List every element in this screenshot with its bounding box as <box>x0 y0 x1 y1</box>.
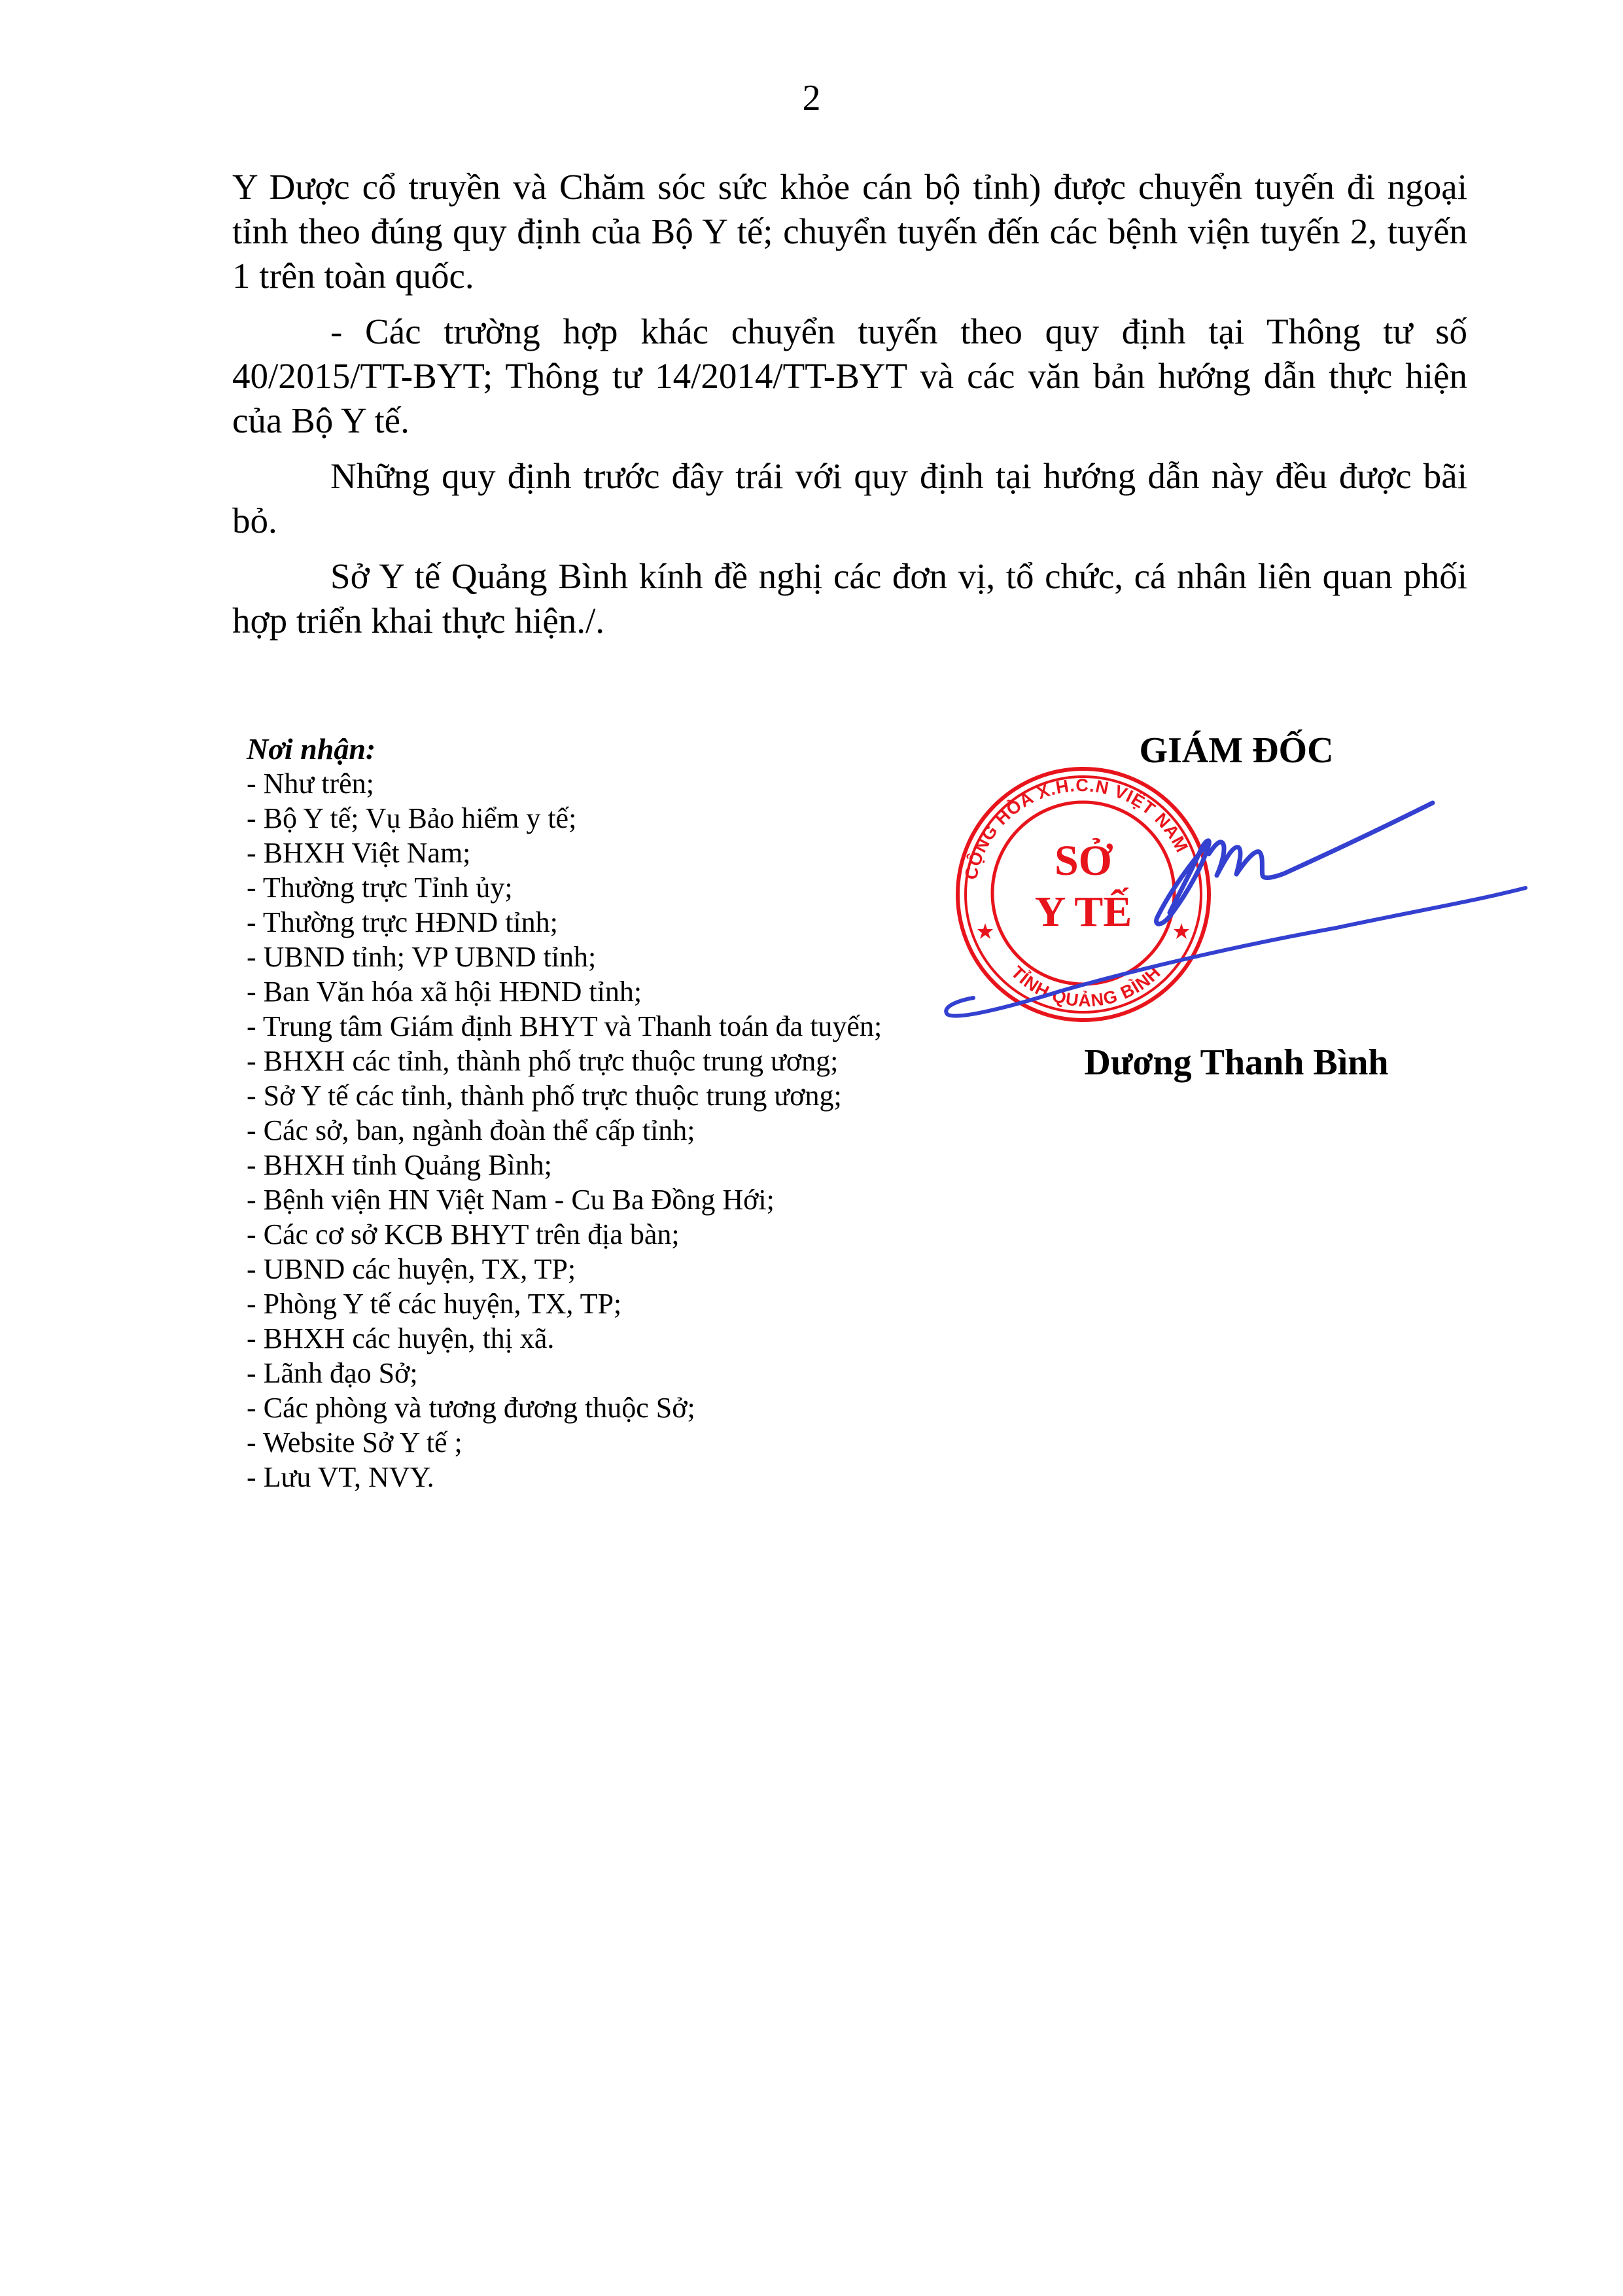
seal-center-line2: Y TẾ <box>1034 888 1132 936</box>
seal-middle-ring <box>966 777 1201 1012</box>
paragraph-request: Sở Y tế Quảng Bình kính đề nghị các đơn vị, tổ chức, cá nhân liên quan phối hợp triển khai thực hiện./. <box>232 556 1467 641</box>
official-seal <box>958 769 1209 1020</box>
recipient-item: - BHXH các huyện, thị xã. <box>247 1322 555 1354</box>
page-number: 2 <box>802 78 821 118</box>
recipient-item: - Phòng Y tế các huyện, TX, TP; <box>247 1288 622 1320</box>
recipient-item: - Website Sở Y tế ; <box>247 1426 462 1458</box>
paragraph-referral-continuation: Y Dược cổ truyền và Chăm sóc sức khỏe cán bộ tỉnh) được chuyển tuyến đi ngoại tỉnh theo đúng quy định của Bộ Y tế; chuyển tuyến đến các bệnh viện tuyến 2, tuyến 1 trên toàn quốc. <box>232 167 1467 296</box>
signer-name: Dương Thanh Bình <box>1084 1042 1389 1083</box>
paragraph-repeal: Những quy định trước đây trái với quy định tại hướng dẫn này đều được bãi bỏ. <box>232 456 1467 540</box>
seal-center-line1: SỞ <box>1054 837 1113 885</box>
paragraph-other-cases: - Các trường hợp khác chuyển tuyến theo quy định tại Thông tư số 40/2015/TT-BYT; Thông tư 14/2014/TT-BYT và các văn bản hướng dẫn thực hiện của Bộ Y tế. <box>232 311 1467 440</box>
recipient-item: - Thường trực HĐND tỉnh; <box>247 906 558 938</box>
recipient-item: - UBND các huyện, TX, TP; <box>247 1253 576 1285</box>
recipient-item: - Lãnh đạo Sở; <box>247 1357 418 1389</box>
recipient-item: - Sở Y tế các tỉnh, thành phố trực thuộc trung ương; <box>247 1080 842 1112</box>
signature-underline-stroke <box>946 888 1526 1016</box>
seal-outer-ring <box>958 769 1209 1020</box>
recipient-item: - Lưu VT, NVY. <box>247 1461 434 1493</box>
body-text <box>232 165 1467 654</box>
seal-star-right-icon <box>1174 923 1189 939</box>
recipient-item: - Các phòng và tương đương thuộc Sở; <box>247 1392 695 1424</box>
recipient-item: - BHXH các tỉnh, thành phố trực thuộc trung ương; <box>247 1045 839 1077</box>
recipients-heading: Nơi nhận: <box>247 732 376 766</box>
recipient-item: - Thường trực Tỉnh ủy; <box>247 872 513 904</box>
recipient-item: - BHXH Việt Nam; <box>247 837 471 869</box>
recipient-item: - Bộ Y tế; Vụ Bảo hiểm y tế; <box>247 802 577 834</box>
signer-title: GIÁM ĐỐC <box>1139 730 1334 771</box>
seal-ring-bottom-text: TỈNH QUẢNG BÌNH <box>1007 962 1165 1011</box>
recipient-item: - Bệnh viện HN Việt Nam - Cu Ba Đồng Hới; <box>247 1184 775 1216</box>
seal-star-left-icon <box>977 923 993 939</box>
recipient-item: - Các cơ sở KCB BHYT trên địa bàn; <box>247 1218 680 1250</box>
recipients-block <box>247 732 934 1494</box>
seal-ring-top-text: CỘNG HÒA X.H.C.N VIỆT NAM <box>960 775 1193 882</box>
recipient-item: - Các sở, ban, ngành đoàn thể cấp tỉnh; <box>247 1114 695 1146</box>
signature-loop-stroke <box>1157 841 1210 924</box>
recipient-item: - UBND tỉnh; VP UBND tỉnh; <box>247 941 597 973</box>
recipient-item: - BHXH tỉnh Quảng Bình; <box>247 1149 552 1181</box>
recipients-list <box>247 766 934 1494</box>
recipient-item: - Như trên; <box>247 768 374 800</box>
recipient-item: - Ban Văn hóa xã hội HĐND tỉnh; <box>247 976 642 1008</box>
seal-inner-ring <box>992 802 1174 984</box>
recipient-item: - Trung tâm Giám định BHYT và Thanh toán đa tuyến; <box>247 1010 882 1042</box>
signature-m-stroke <box>1209 803 1433 877</box>
handwritten-signature <box>946 803 1526 1016</box>
